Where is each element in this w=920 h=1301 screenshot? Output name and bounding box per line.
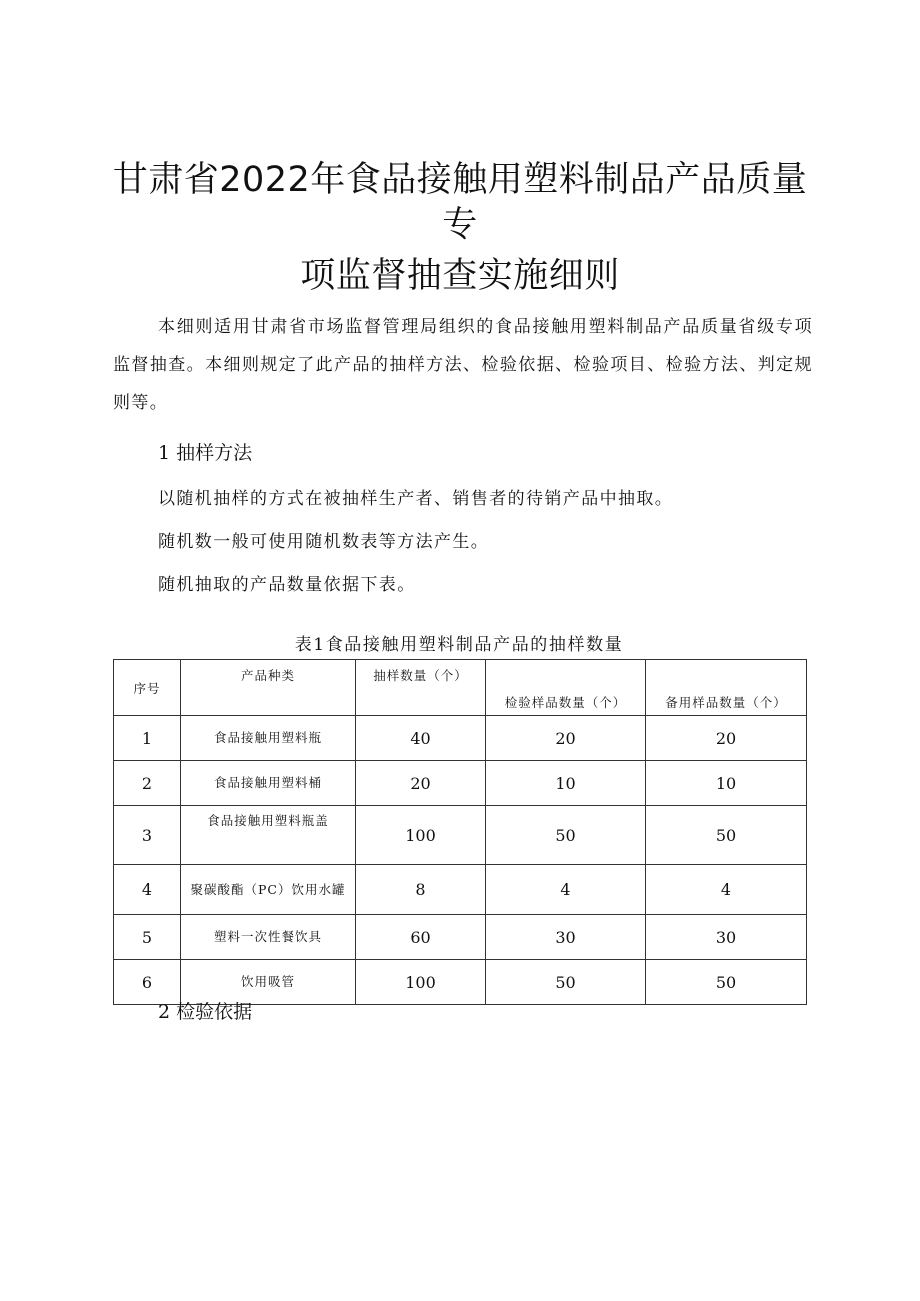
table-cell: 食品接触用塑料瓶盖 <box>181 806 356 865</box>
table-cell: 30 <box>646 915 807 960</box>
table-header-row <box>114 660 807 716</box>
table-cell: 8 <box>356 865 486 915</box>
table-row <box>114 865 807 915</box>
table-row <box>114 915 807 960</box>
table-cell: 30 <box>486 915 646 960</box>
table-cell: 20 <box>486 716 646 761</box>
sampling-line-2: 随机数一般可使用随机数表等方法产生。 <box>158 532 490 552</box>
section-2-number: 2 <box>158 1001 171 1023</box>
table-header-cell: 备用样品数量（个） <box>646 660 807 716</box>
table-cell: 20 <box>646 716 807 761</box>
table-row <box>114 716 807 761</box>
table-cell: 6 <box>114 960 181 1005</box>
document-title-line-3: 项监督抽查实施细则 <box>300 256 620 296</box>
table-cell: 60 <box>356 915 486 960</box>
sampling-quantity-table <box>113 659 807 1005</box>
section-1-number: 1 <box>158 442 171 464</box>
table-cell: 4 <box>486 865 646 915</box>
table-cell: 聚碳酸酯（PC）饮用水罐 <box>181 865 356 915</box>
table-cell: 2 <box>114 761 181 806</box>
document-title-line-1: 甘肃省2022年食品接触用塑料制品产品质量 <box>112 160 808 200</box>
table-header-cell: 检验样品数量（个） <box>486 660 646 716</box>
table-cell: 50 <box>486 806 646 865</box>
table-row <box>114 960 807 1005</box>
table-cell: 5 <box>114 915 181 960</box>
table-header-cell: 产品种类 <box>181 660 356 716</box>
table-cell: 10 <box>486 761 646 806</box>
document-title-line-2: 专 <box>442 205 478 245</box>
table-row <box>114 806 807 865</box>
section-2-heading <box>158 1000 252 1024</box>
table-cell: 20 <box>356 761 486 806</box>
table-cell: 50 <box>646 806 807 865</box>
table-cell: 50 <box>486 960 646 1005</box>
intro-paragraph: 本细则适用甘肃省市场监督管理局组织的食品接触用塑料制品产品质量省级专项监督抽查。本细则规定了此产品的抽样方法、检验依据、检验项目、检验方法、判定规则等。 <box>113 317 813 413</box>
section-1-heading <box>158 441 252 465</box>
table-cell: 100 <box>356 806 486 865</box>
table-cell: 3 <box>114 806 181 865</box>
table-header-cell: 序号 <box>114 660 181 716</box>
table-row <box>114 761 807 806</box>
table-cell: 50 <box>646 960 807 1005</box>
table-header-cell: 抽样数量（个） <box>356 660 486 716</box>
sampling-line-3: 随机抽取的产品数量依据下表。 <box>158 575 416 595</box>
table-cell: 10 <box>646 761 807 806</box>
section-2-title: 检验依据 <box>176 1001 253 1023</box>
sampling-line-1: 以随机抽样的方式在被抽样生产者、销售者的待销产品中抽取。 <box>158 489 674 509</box>
table-cell: 饮用吸管 <box>181 960 356 1005</box>
table-caption: 表1食品接触用塑料制品产品的抽样数量 <box>294 635 624 655</box>
table-cell: 4 <box>114 865 181 915</box>
table-cell: 1 <box>114 716 181 761</box>
table-cell: 40 <box>356 716 486 761</box>
table-cell: 食品接触用塑料桶 <box>181 761 356 806</box>
table-cell: 塑料一次性餐饮具 <box>181 915 356 960</box>
table-cell: 100 <box>356 960 486 1005</box>
table-cell: 4 <box>646 865 807 915</box>
table-cell: 食品接触用塑料瓶 <box>181 716 356 761</box>
section-1-title: 抽样方法 <box>176 442 253 464</box>
